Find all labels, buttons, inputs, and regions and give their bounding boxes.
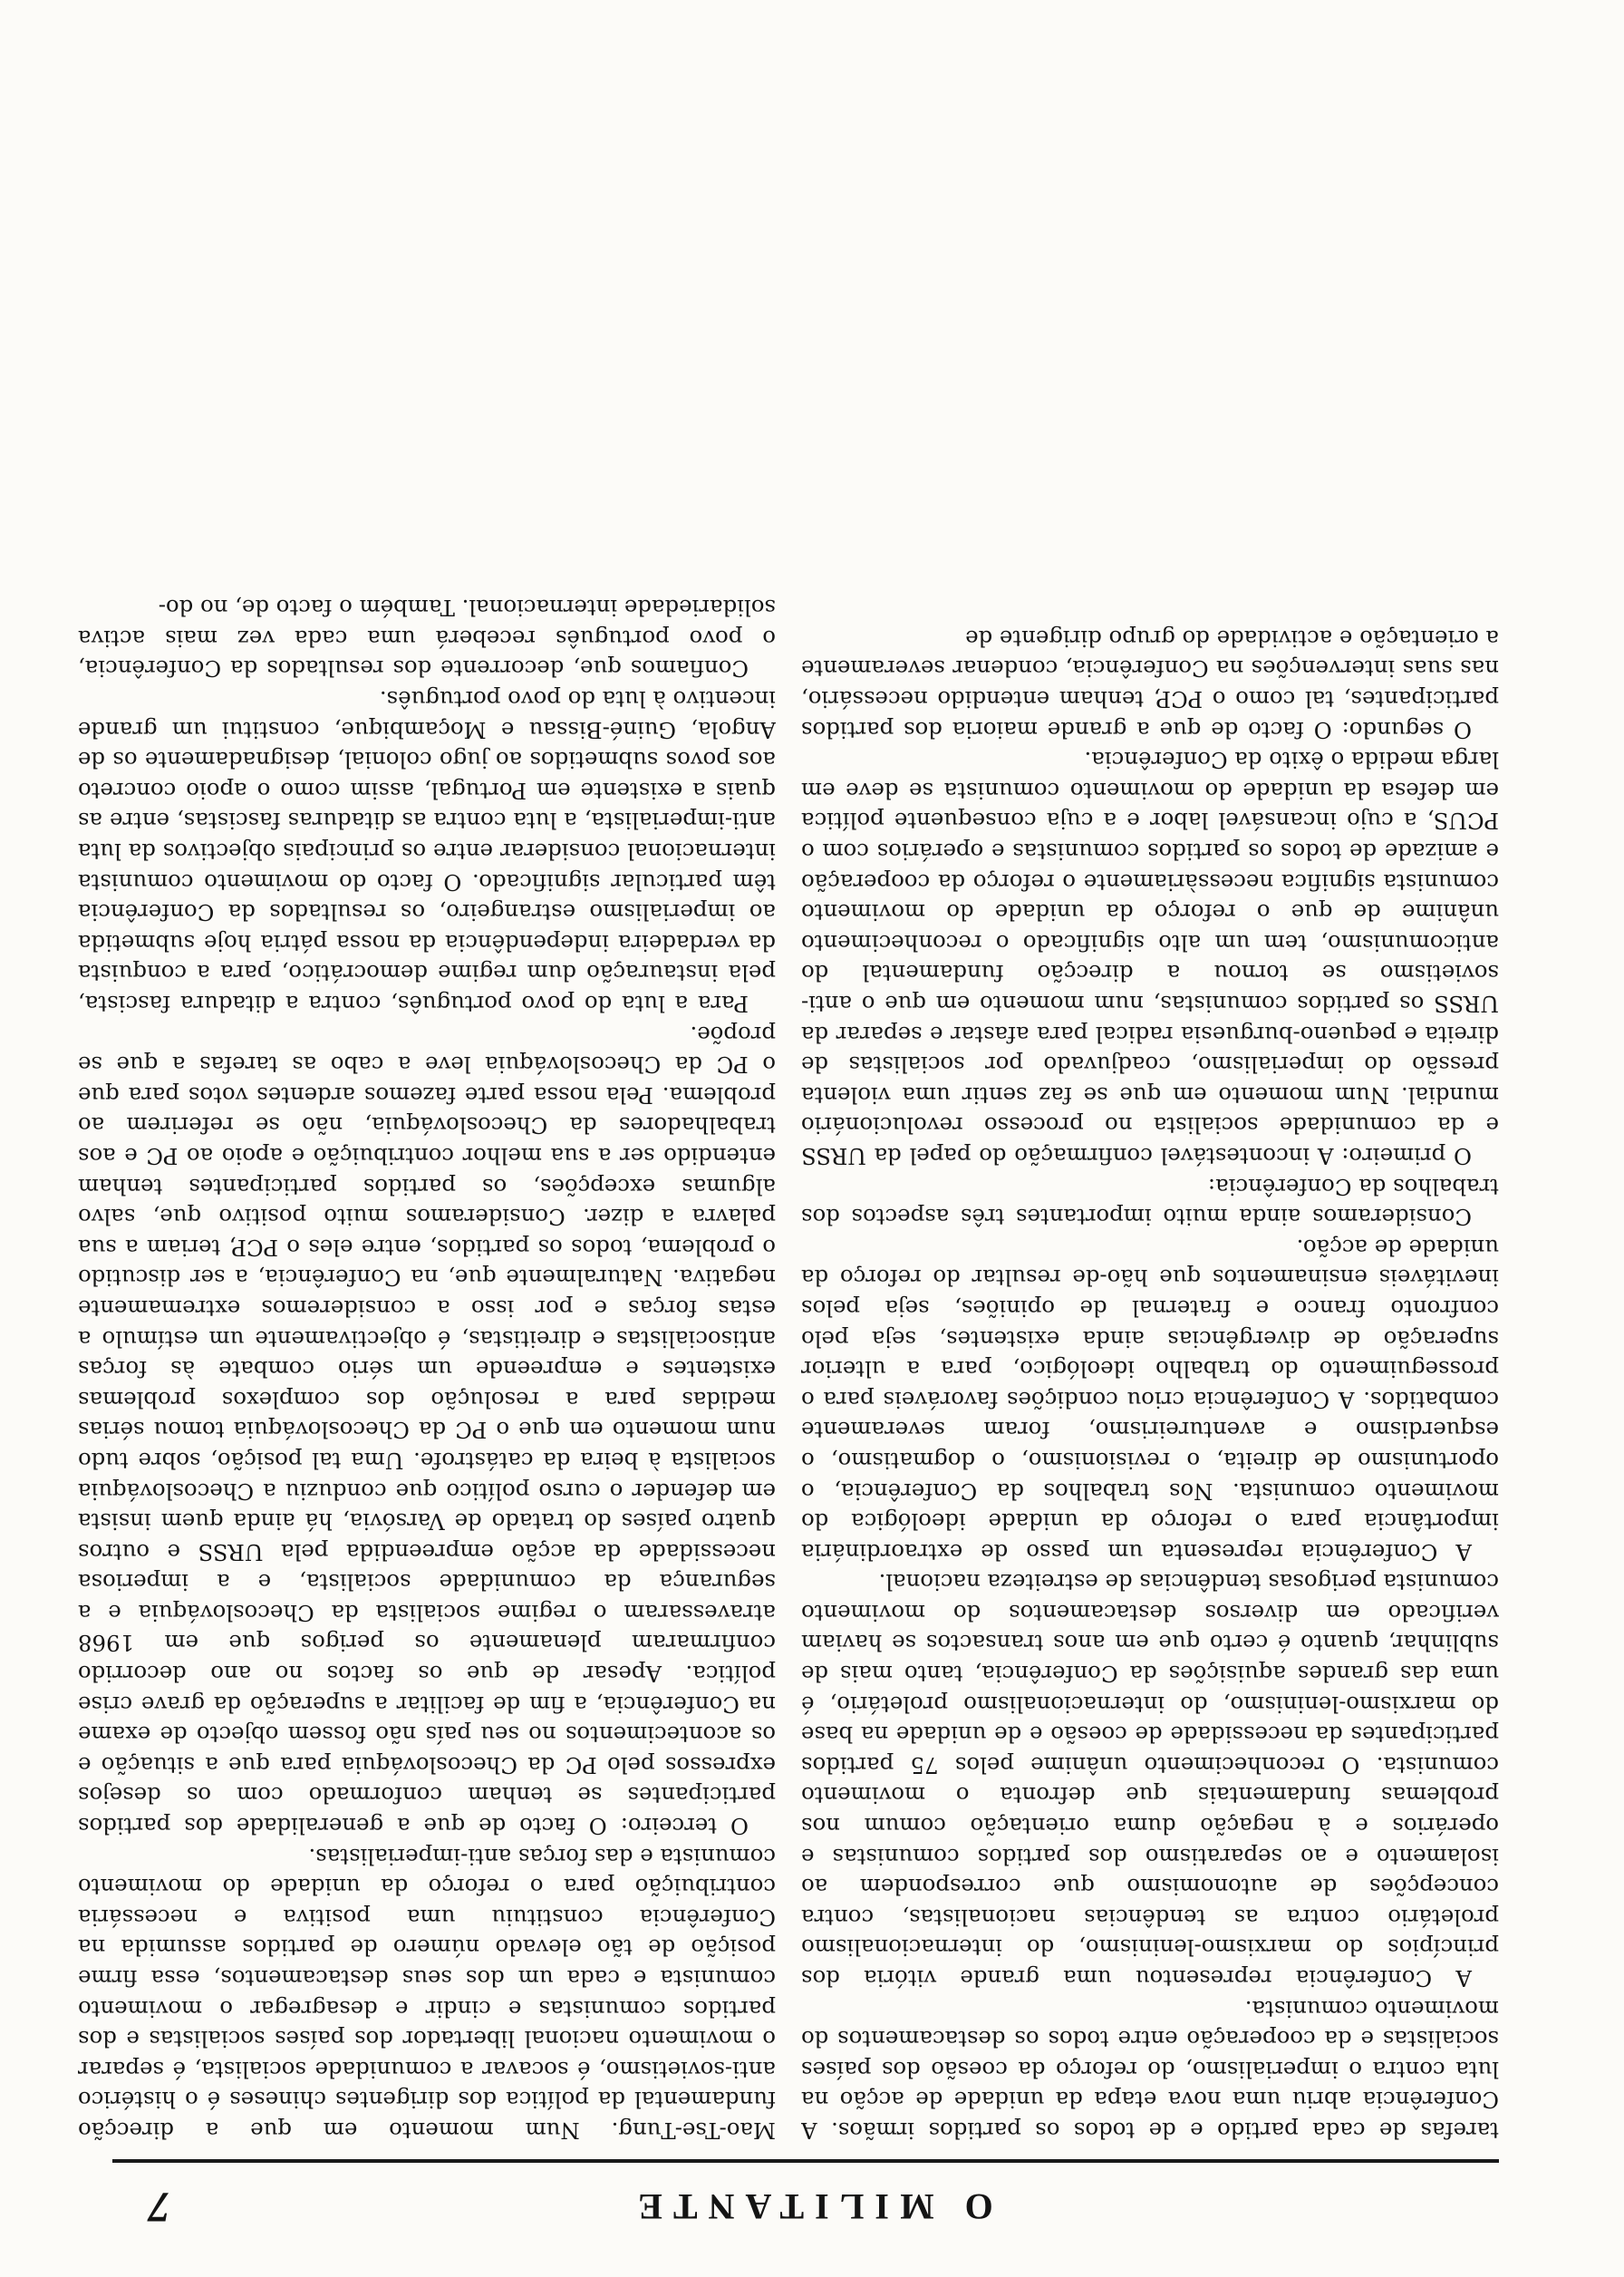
paragraph: A Conferência representa um passo de extraordinária importância para o reforço da unidade ideológica do movimento comunista. Nos trabalhos da Conferência, o oportunismo de direita, o revisionismo, o dogmatismo, o esquerdismo e aventureirismo, foram severamente combatidos. A Conferência criou condições favoráveis para o prosseguimento do trabalho ideológico, para a ulterior superação de divergências ainda existentes, seja pelo confronto franco e fraternal de opiniões, seja pelos inevitáveis ensinamentos que hão-de resultar do reforço da unidade de acção. <box>801 1234 1499 1565</box>
masthead-title: O MILITANTE <box>627 2186 993 2227</box>
page-number: 7 <box>149 2183 170 2231</box>
paragraph: Mao-Tse-Tung. Num momento em que a direcção fundamental da política dos dirigentes chineses é o histérico anti-sovietismo, é socavar a comunidade socialista, é separar o movimento nacional libertador dos países socialistas e dos partidos comunistas e cindir e desagregar o movimento comunista e cada um dos seus destacamentos, essa firme posição de tão elevado número de partidos assumida na Conferência constituiu uma positiva e necessária contribuição para o reforço da unidade do movimento comunista e das forças anti-imperialistas. <box>78 1843 776 2144</box>
paragraph: A Conferência representou uma grande vitória dos princípios do marxismo-leninismo, do internacionalismo proletário contra as tendências nacionalistas, contra concepções de autonomismo que correspondem ao isolamento e ao separatismo dos partidos comunistas e operários e à negação duma orientação comum nos problemas fundamentais que defronta o movimento comunista. O reconhecimento unânime pelos 75 partidos participantes da necessidade de coesão e de unidade na base do marxismo-leninismo, do internacionalismo proletário, é uma das grandes aquisições da Conferência, tanto mais de sublinhar, quanto é certo que em anos transactos se haviam verificado em diversos destacamentos do movimento comunista perigosas tendências de estreiteza nacional. <box>801 1569 1499 1992</box>
article-column-left <box>801 70 1499 2146</box>
paragraph: O terceiro: O facto de que a generalidade dos partidos participantes se tenham conformado com os desejos expressos pelo PC da Checoslováquia para que a situação e os acontecimentos no seu país não fossem objecto de exame na Conferência, a fim de facilitar a superação da grave crise política. Apesar de que os factos no ano decorrido confirmaram plenamente os perigos que em 1968 atravessaram o regime socialista da Checoslováquia e a segurança da comunidade socialista, e a imperiosa necessidade da acção empreendida pela URSS e outros quatro países do tratado de Varsóvia, há ainda quem insista em defender o curso político que conduziu a Checoslováquia socialista à beira da catástrofe. Uma tal posição, sobre tudo num momento em que o PC da Checoslováquia tomou sérias medidas para a resolução dos complexos problemas existentes e empreende um sério combate às forças antisocialistas e direitistas, é objectivamente um estímulo a estas forças e por isso a consideremos extremamente negativa. Naturalmente que, na Conferência, a ser discutido o problema, todos os partidos, entre eles o PCP, teriam a sua palavra a dizer. Consideramos muito positivo que, salvo algumas excepções, os partidos participantes tenham entendido ser a sua melhor contribuição e apoio ao PC e aos trabalhadores da Checoslováquia, não se referirem ao problema. Pela nossa parte fazemos ardentes votos para que o PC da Checoslováquia leve a cabo as tarefas a que se propõe. <box>78 1021 776 1840</box>
paragraph: O primeiro: A incontestável confirmação do papel da URSS e da comunidade socialista no processo revolucionário mundial. Num momento em que se faz sentir uma violenta pressão do imperialismo, coadjuvado por socialistas de direita e pequeno-burguesia radical para afastar e separar da URSS os partidos comunistas, num momento em que o anti-sovietismo se tornou a direcção fundamental do anticomunismo, tem um alto significado o reconhecimento unânime de que o reforço da unidade do movimento comunista significa necessàriamente o reforço da cooperação e amizade de todos os partidos comunistas e operários com o PCUS, a cujo incansável labor e a cuja consequente política em defesa da unidade do movimento comunista se deve em larga medida o êxito da Conferência. <box>801 747 1499 1169</box>
paragraph: Consideramos ainda muito importantes três aspectos dos trabalhos da Conferência: <box>801 1173 1499 1231</box>
page-header <box>121 2161 1499 2233</box>
paragraph: Confiamos que, decorrente dos resultados da Conferência, o povo português receberá uma cada vez mais activa solidariedade internacional. Também o facto de, no do- <box>78 595 776 683</box>
paragraph: O segundo: O facto de que a grande maioria dos partidos participantes, tal como o PCP, tenham entendido necessário, nas suas intervenções na Conferência, condenar severamente a orientação e actividade do grupo dirigente de <box>801 625 1499 743</box>
paragraph: Para a luta do povo português, contra a ditadura fascista, pela instauração dum regime democrático, para a conquista da verdadeira independência da nossa pátria hoje submetida ao imperialismo estrangeiro, os resultados da Conferência têm particular significado. O facto do movimento comunista internacional considerar entre os principais objectivos da luta anti-imperialista, a luta contra as ditaduras fascistas, entre as quais a existente em Portugal, assim como o apoio concreto aos povos submetidos ao jugo colonial, designadamente os de Angola, Guiné-Bissau e Moçambique, constitui um grande incentivo à luta do povo português. <box>78 686 776 1018</box>
paragraph: tarefas de cada partido e de todos os partidos irmãos. A Conferência abriu uma nova etapa da unidade de acção na luta contra o imperialismo, do reforço da coesão dos países socialistas e da cooperação entre todos os destacamentos do movimento comunista. <box>801 1995 1499 2144</box>
header-rule <box>112 2159 1499 2163</box>
article-column-right <box>78 70 776 2146</box>
